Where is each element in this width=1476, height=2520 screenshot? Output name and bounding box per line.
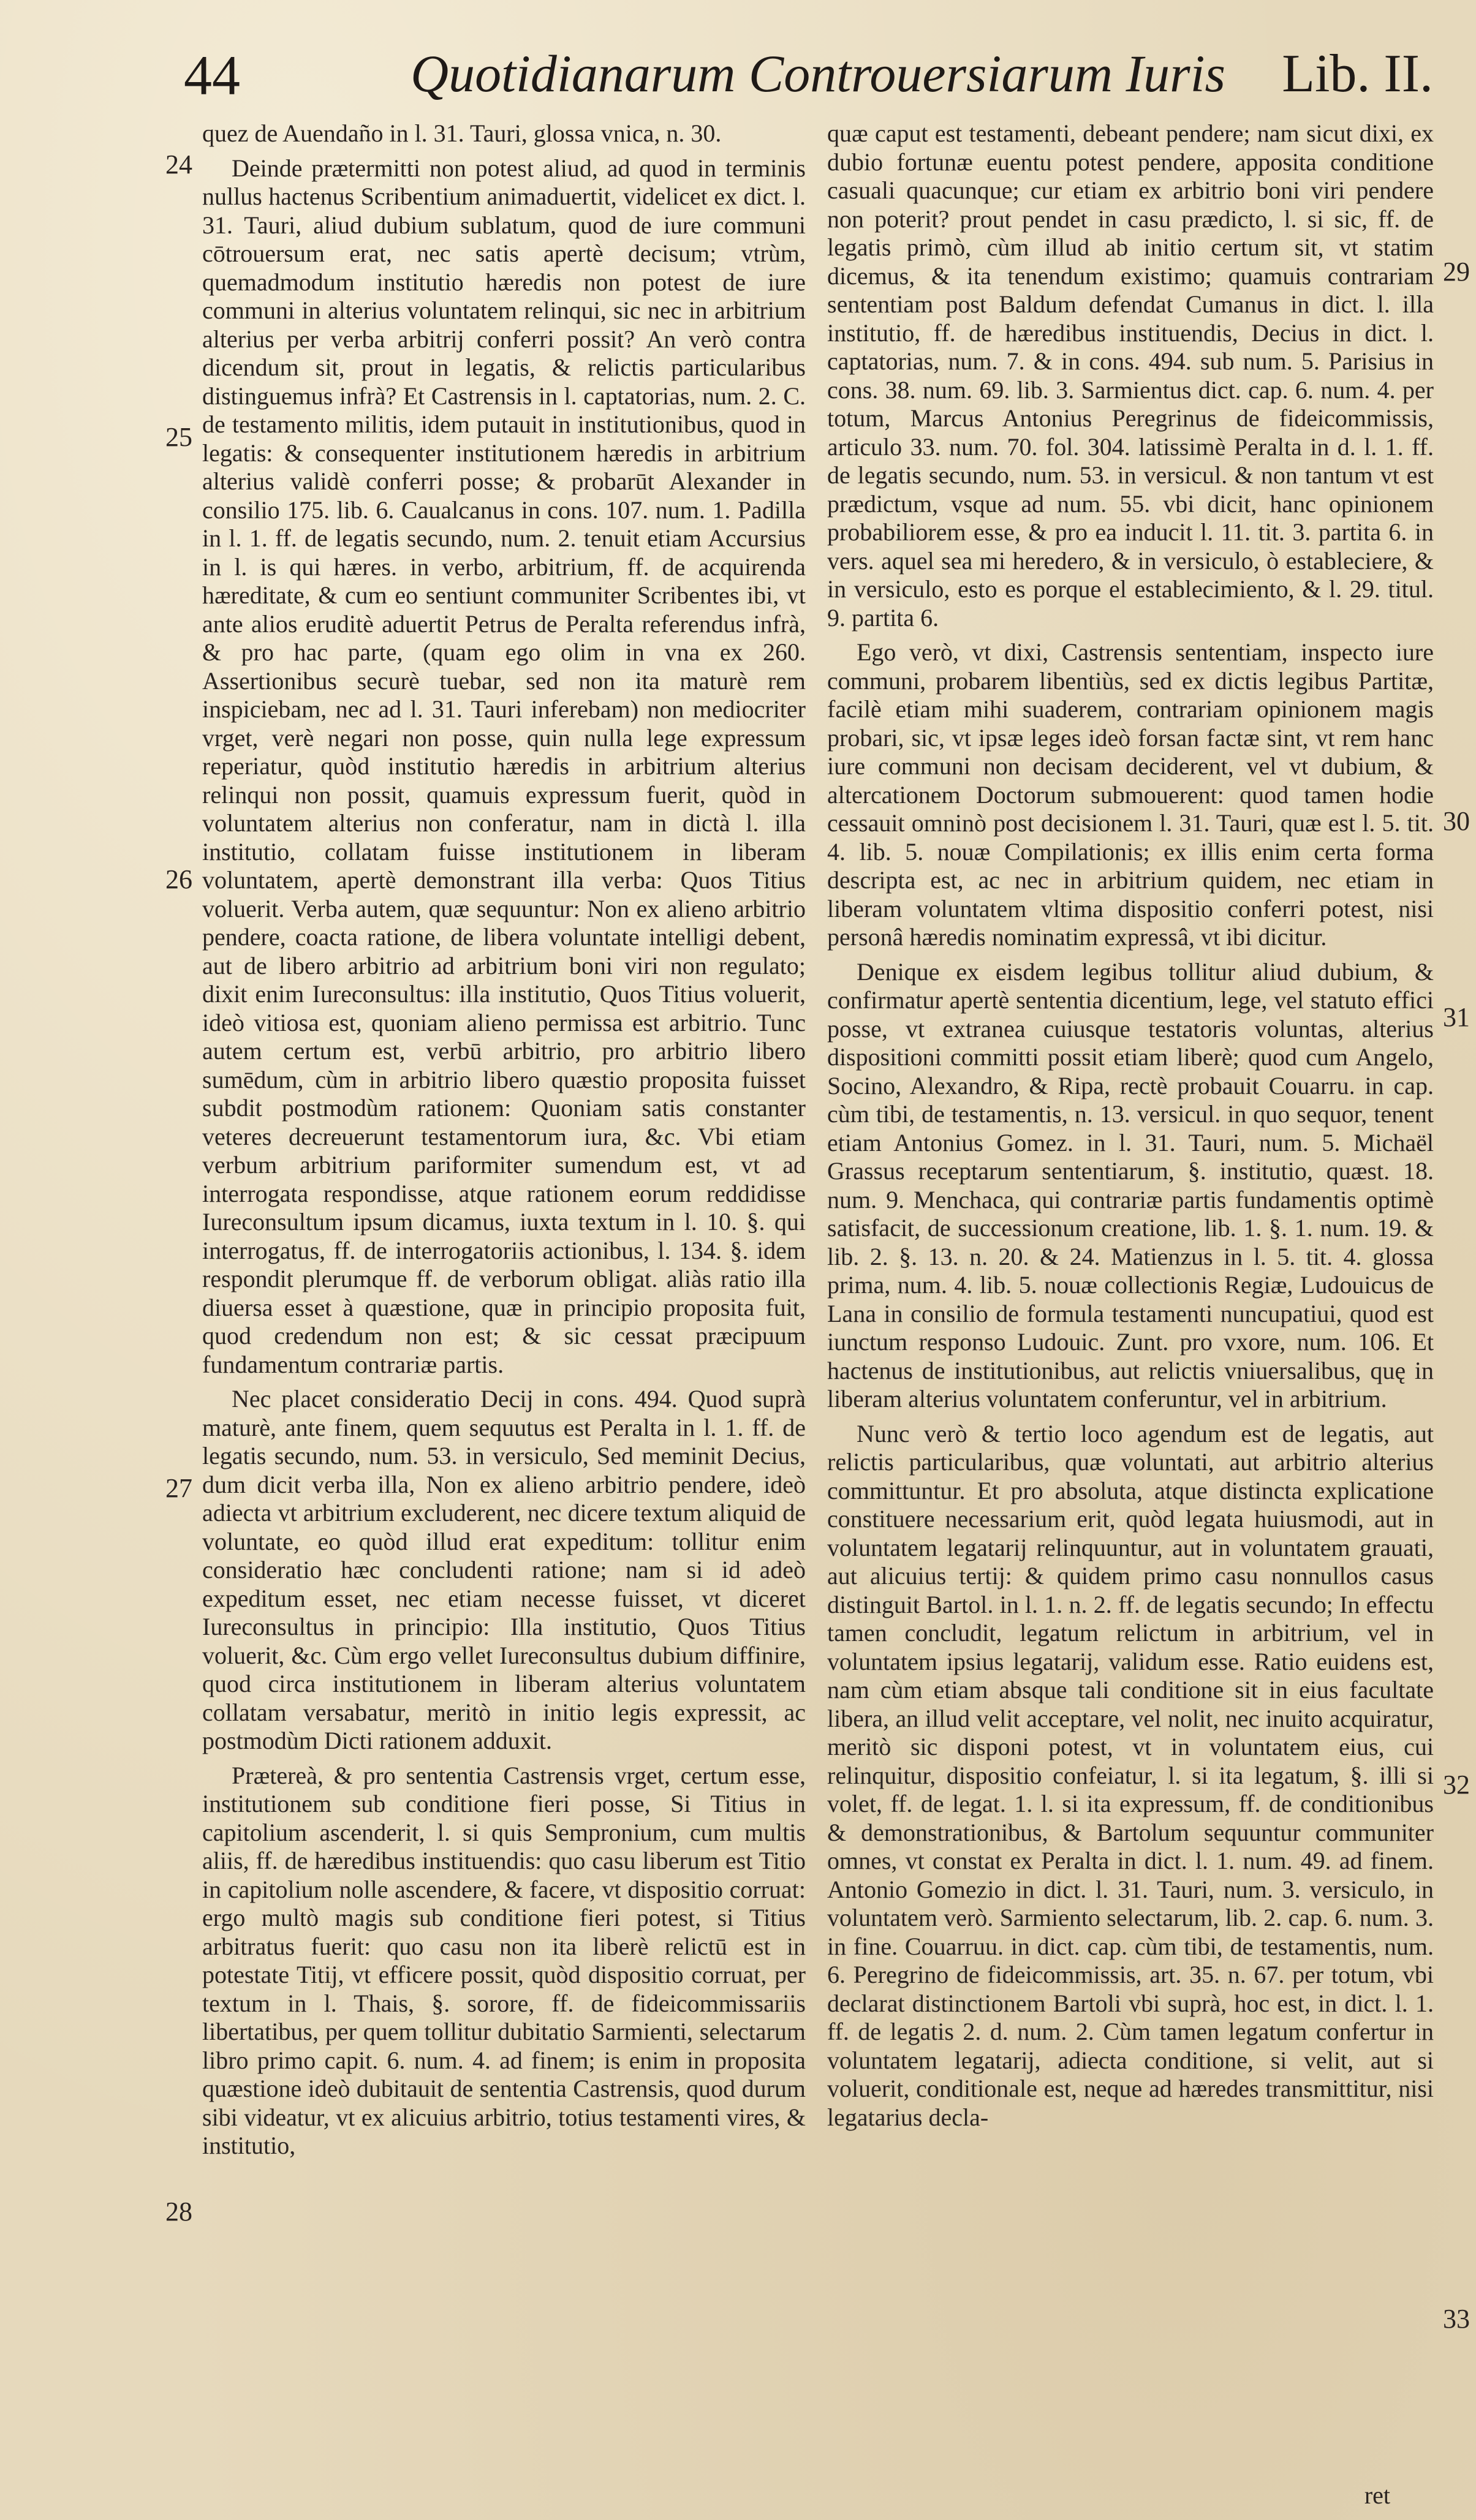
page-header: [184, 43, 1458, 116]
paragraph: Ego verò, vt dixi, Castrensis sententiam, inspecto iure communi, probarem libentiùs, sed ex dictis legibus Partitæ, facilè etiam mihi suaderem, contrariam opinionem magis probari, sic, vt ipsæ leges ideò forsan factæ sint, vt rem hanc iure communi non decisam deciderent, vel vt dubium, & altercationem Doctorum submouerent: quod tamen hodie cessauit omninò post decisionem l. 31. Tauri, quæ est l. 5. tit. 4. lib. 5. nouæ Compilationis; ex illis enim certa forma descripta est, ac nec in arbitrium quidem, nec etiam in liberam voluntatem vltima dispositio conferri potest, nisi personâ hæredis nominatim expressâ, vt ibi dicitur.: [827, 638, 1434, 951]
paragraph: quez de Auendaño in l. 31. Tauri, glossa vnica, n. 30.: [202, 119, 722, 147]
paragraph: Denique ex eisdem legibus tollitur aliud dubium, & confirmatur apertè sententia dicentium, lege, vel statuto effici posse, vt extranea cuiusque testatoris voluntas, alterius dispositioni committi possit etiam liberè; quod cum Angelo, Socino, Alexandro, & Ripa, rectè probauit Couarru. in cap. cùm tibi, de testamentis, n. 13. versicul. in quo sequor, tenent etiam Antonius Gomez. in l. 31. Tauri, num. 5. Michaël Grassus receptarum sententiarum, §. institutio, quæst. 18. num. 9. Menchaca, qui contrariæ partis fundamentis optimè satisfacit, de successionum creatione, lib. 1. §. 1. num. 19. & lib. 2. §. 13. n. 20. & 24. Matienzus in l. 5. tit. 4. glossa prima, num. 4. lib. 5. nouæ collectionis Regiæ, Ludouicus de Lana in consilio de formula testamenti nuncupatiui, quod est iunctum responso Ludouic. Zunt. pro vxore, num. 106. Et hactenus de institutionibus, aut relictis vniuersalibus, quę in liberam alterius voluntatem conferuntur, vel in arbitrium.: [827, 957, 1434, 1413]
page-number: 44: [184, 44, 240, 107]
paragraph: quæ caput est testamenti, debeant pendere; nam sicut dixi, ex dubio fortunæ euentu potest pendere, apposita conditione casuali quacunque; cur etiam ex arbitrio boni viri pendere non poterit? prout pendet in casu prædicto, l. si sic, ff. de legatis primò, cùm illud ab initio certum sit, vt statim dicemus, & ita tenendum existimo; quamuis contrariam sententiam post Baldum defendat Cumanus in dict. l. illa institutio, ff. de hæredibus instituendis, Decius in dict. l. captatorias, num. 7. & in cons. 494. sub num. 5. Parisius in cons. 38. num. 69. lib. 3. Sarmientus dict. cap. 6. num. 4. per totum, Marcus Antonius Peregrinus de fideicommissis, articulo 33. num. 70. fol. 304. latissimè Peralta in d. l. 1. ff. de legatis secundo, num. 53. in versicul. & non tantum vt est prædictum, vsque ad num. 55. vbi dicit, hanc opinionem probabiliorem esse, & pro ea inducit l. 11. tit. 3. partita 6. in vers. aquel sea mi heredero, & in versiculo, ò estableciere, & in versiculo, esto es porque el establecimiento, & l. 29. titul. 9. partita 6.: [827, 119, 1434, 632]
margin-number: 26: [165, 864, 192, 894]
margin-number: 31: [1443, 1002, 1470, 1032]
paragraph: Nec placet consideratio Decij in cons. 494. Quod suprà maturè, ante finem, quem sequutus est Peralta in l. 1. ff. de legatis secundo, num. 53. in versiculo, Sed meminit Decius, dum dicit verba illa, Non ex alieno arbitrio pendere, ideò adiecta vt arbitrium excluderent, nec dicere textum aliquid de voluntate, eo quòd illud erat expeditum: tollitur enim consideratio hæc concludenti ratione; nam si id adeò expeditum esset, nec etiam necesse fuisset, vt diceret Iureconsultus in principio: Illa institutio, Quos Titius voluerit, &c. Cùm ergo vellet Iureconsultus dubium diffinire, quod circa institutionem in liberam alterius voluntatem collatam versabatur, meritò in initio legis expressit, ac postmodùm Dicti rationem adduxit.: [202, 1385, 806, 1754]
catchword: ret: [1364, 2481, 1390, 2509]
margin-number: 27: [165, 1473, 192, 1503]
margin-number: 29: [1443, 257, 1470, 287]
right-column: [827, 119, 1434, 2138]
margin-number: 25: [165, 422, 192, 452]
running-title: Quotidianarum Controuersiarum Iuris: [411, 44, 1225, 103]
paragraph: Nunc verò & tertio loco agendum est de legatis, aut relictis particularibus, quæ voluntati, aut arbitrio alterius committuntur. Et pro absoluta, atque distincta explicatione constituere necessarium erit, quòd legata huiusmodi, aut in voluntatem legatarij relinquuntur, aut in voluntatem grauati, aut alicuius tertij: & quidem primo casu nonnullos casus distinguit Bartol. in l. 1. n. 2. ff. de legatis secundo; In effectu tamen concludit, legatum relictum in arbitrium, vel in voluntatem ipsius legatarij, validum esse. Ratio euidens est, nam cùm etiam absque tali conditione sit in eius facultate libera, an illud velit acceptare, vel nolit, nec inuito acquiratur, meritò sic disponi potest, vt in voluntatem eius, cui relinquitur, dispositio confeiatur, l. si ita legatum, §. illi si volet, ff. de legat. 1. l. si ita expressum, ff. de conditionibus & demonstrationibus, & Bartolum sequuntur communiter omnes, vt constat ex Peralta in dict. l. 1. num. 49. ad finem. Antonio Gomezio in dict. l. 31. Tauri, num. 3. versiculo, in voluntatem verò. Sarmiento selectarum, lib. 2. cap. 6. num. 3. in fine. Couarruu. in dict. cap. cùm tibi, de testamentis, num. 6. Peregrino de fideicommissis, art. 35. n. 67. per totum, vbi declarat distinctionem Bartoli vbi suprà, hoc est, in dict. l. 1. ff. de legatis 2. d. num. 2. Cùm tamen legatum confertur in voluntatem legatarij, adiecta conditione, si velit, aut si voluerit, conditionale est, neque ad hæredes transmittitur, nisi legatarius decla-: [827, 1419, 1434, 2131]
book-number: Lib. II.: [1282, 44, 1433, 104]
margin-number: 30: [1443, 806, 1470, 836]
margin-number: 33: [1443, 2304, 1470, 2334]
margin-number: 24: [165, 149, 192, 179]
paragraph: Deinde prætermitti non potest aliud, ad quod in terminis nullus hactenus Scribentium animaduertit, videlicet ex dict. l. 31. Tauri, aliud dubium sublatum, quod de iure communi cōtrouersum erat, nec satis apertè decisum; vtrùm, quemadmodum institutio hæredis non potest de iure communi in alterius voluntatem relinqui, sic nec in arbitrium alterius per verba arbitrij conferri possit? An verò contra dicendum sit, prout in legatis, & relictis particularibus distinguemus infrà? Et Castrensis in l. captatorias, num. 2. C. de testamento militis, idem putauit in institutionibus, quod in legatis: & consequenter institutionem hæredis in arbitrium alterius validè conferri posse; & probarūt Alexander in consilio 175. lib. 6. Caualcanus in cons. 107. num. 1. Padilla in l. 1. ff. de legatis secundo, num. 2. tenuit etiam Accursius in l. is qui hæres. in verbo, arbitrium, ff. de acquirenda hæreditate, & cum eo sentiunt communiter Scribentes ibi, vt ante alios eruditè aduertit Petrus de Peralta referendus infrà, & pro hac parte, (quam ego olim in vna ex 260. Assertionibus securè tuebar, sed non ita maturè rem inspiciebam, nec ad l. 31. Tauri inferebam) non mediocriter vrget, verè negari non posse, quin nulla lege expressum reperiatur, quòd institutio hæredis in arbitrium alterius relinqui non possit, quamuis expressum fuerit, quòd in voluntatem alterius non conferatur, nam in dictà l. illa institutio, collatam fuisse institutionem in liberam voluntatem, apertè demonstrant illa verba: Quos Titius voluerit. Verba autem, quæ sequuntur: Non ex alieno arbitrio pendere, coacta ratione, de libera voluntate intelligi debent, aut de libero arbitrio ad arbitrium boni viri non regulato; dixit enim Iureconsultus: illa institutio, Quos Titius voluerit, ideò vitiosa est, quoniam alieno permissa est arbitrio. Tunc autem certum est, verbū arbitrio, pro arbitrio libero sumēdum, cùm in arbitrio libero quæstio proposita fuisset subdit postmodùm rationem: Quoniam satis constanter veteres decreuerunt testamentorum iura, &c. Vbi etiam verbum arbitrium pariformiter sumendum est, vt ad interrogata respondisse, atque rationem eorum reddidisse Iureconsultum ipsum dicamus, iuxta textum in l. 10. §. qui interrogatus, ff. de interrogatoriis actionibus, l. 134. §. idem respondit plerumque ff. de verborum obligat. aliàs ratio illa diuersa esset à quæstione, quæ in principio proposita fuit, quod credendum non est; & sic cessat præcipuum fundamentum contrariæ partis.: [202, 154, 806, 1378]
left-column: [202, 119, 806, 2167]
paragraph: Prætereà, & pro sententia Castrensis vrget, certum esse, institutionem sub conditione fieri posse, Si Titius in capitolium ascenderit, l. si quis Sempronium, cum multis aliis, ff. de hæredibus instituendis: quo casu liberum est Titio in capitolium nolle ascendere, & facere, vt dispositio corruat: ergo multò magis sub conditione fieri potest, si Titius arbitratus fuerit: quo casu non ita liberè relictū est in potestate Titij, vt efficere possit, quòd dispositio corruat, per textum in l. Thais, §. sorore, ff. de fideicommissariis libertatibus, per quem tollitur dubitatio Sarmienti, selectarum libro primo capit. 6. num. 4. ad finem; is enim in proposita quæstione ideò dubitauit de sententia Castrensis, quod durum sibi videatur, vt ex alicuius arbitrio, totius testamenti vires, & institutio,: [202, 1761, 806, 2159]
margin-number: 28: [165, 2197, 192, 2227]
margin-number: 32: [1443, 1770, 1470, 1800]
